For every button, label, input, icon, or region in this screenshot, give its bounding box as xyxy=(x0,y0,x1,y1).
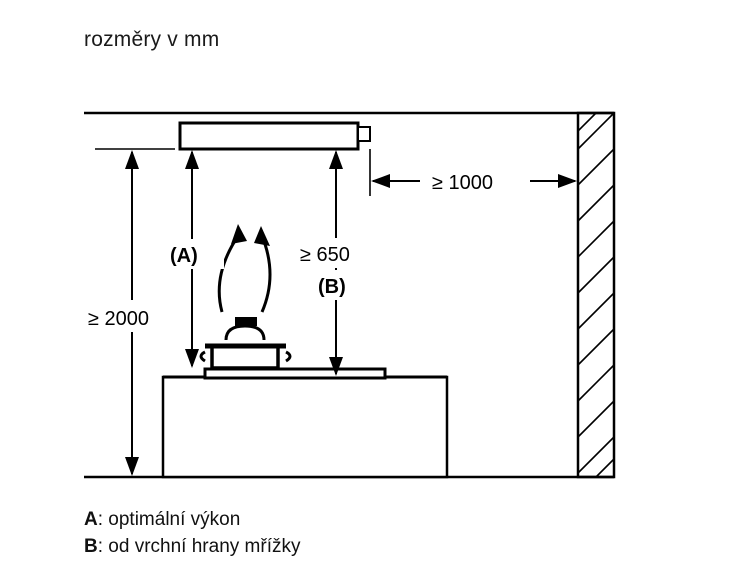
wall xyxy=(578,113,614,477)
page-title: rozměry v mm xyxy=(84,28,220,51)
legend-sep-a: : xyxy=(97,509,109,530)
steam-arrows xyxy=(219,224,270,312)
legend-sep-b: : xyxy=(97,536,109,557)
cooktop xyxy=(205,369,385,378)
dimension-vertical-a xyxy=(166,150,224,368)
counter-unit xyxy=(163,377,447,477)
dimension-label-1000: ≥ 1000 xyxy=(432,172,494,194)
dimension-label-a: (A) xyxy=(170,245,198,267)
legend-text-a: optimální výkon xyxy=(108,509,241,530)
dimension-label-650: ≥ 650 xyxy=(300,244,350,266)
dimension-label-b: (B) xyxy=(318,276,346,298)
legend-text-b: od vrchní hrany mřížky xyxy=(108,536,301,557)
legend-item-a xyxy=(84,509,240,531)
dimension-horizontal-1000 xyxy=(370,149,577,196)
legend-key-a: A xyxy=(84,509,98,530)
dimension-label-2000: ≥ 2000 xyxy=(88,308,150,330)
legend-item-b xyxy=(84,536,300,558)
cooking-pot xyxy=(201,318,290,368)
legend-key-b: B xyxy=(84,536,98,557)
range-hood xyxy=(180,123,370,149)
